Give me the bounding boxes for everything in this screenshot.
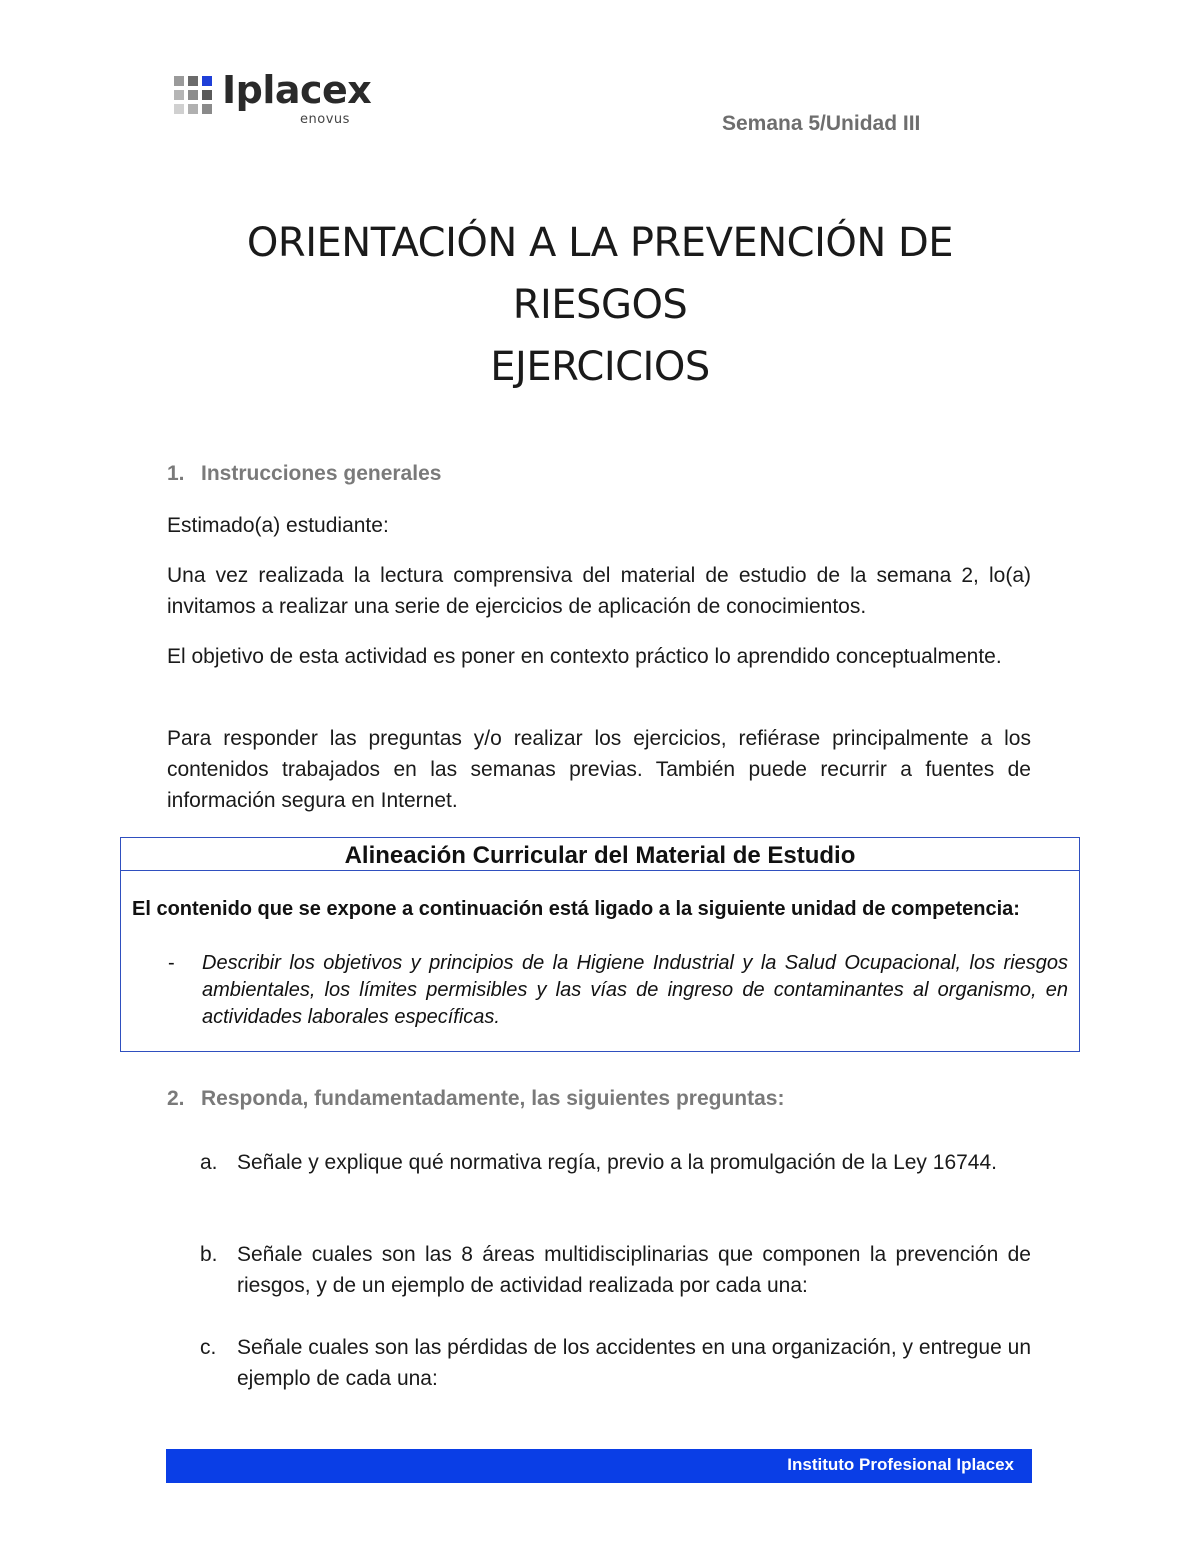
footer-text: Instituto Profesional Iplacex [787,1455,1014,1474]
document-title [150,212,1050,398]
week-unit-label: Semana 5/Unidad III [722,112,921,135]
greeting: Estimado(a) estudiante: [167,514,389,537]
logo-subtitle: enovus [300,112,350,127]
curricular-alignment-box [120,837,1080,1052]
question-text: Señale cuales son las pérdidas de los accidentes en una organización, y entregue un ejemplo de cada una: [237,1336,1031,1390]
box-title: Alineación Curricular del Material de Estudio [121,838,1079,871]
box-intro: El contenido que se expone a continuación está ligado a la siguiente unidad de competencia: [132,898,1020,920]
section-2-heading-text: Responda, fundamentadamente, las siguientes preguntas: [201,1087,785,1110]
title-line-3: EJERCICIOS [490,344,710,390]
logo-text: Iplacex [222,68,372,112]
competency-text: Describir los objetivos y principios de la Higiene Industrial y la Salud Ocupacional, los riesgos ambientales, los límites permisibles y las vías de ingreso de contaminantes al organismo, en actividades laborales específicas. [202,952,1068,1028]
paragraph-2: El objetivo de esta actividad es poner en contexto práctico lo aprendido conceptualmente. [167,645,1002,668]
question-text: Señale y explique qué normativa regía, previo a la promulgación de la Ley 16744. [237,1151,997,1174]
question-letter: a. [200,1151,218,1174]
section-1-number: 1. [167,462,185,485]
paragraph-1: Una vez realizada la lectura comprensiva del material de estudio de la semana 2, lo(a) invitamos a realizar una serie de ejercicios de aplicación de conocimientos. [167,564,1031,618]
question-letter: b. [200,1243,218,1266]
logo-squares-icon [172,74,216,118]
section-1-heading [167,462,441,486]
section-1-heading-text: Instrucciones generales [201,462,442,485]
title-line-2: RIESGOS [512,282,688,328]
paragraph-3: Para responder las preguntas y/o realizar los ejercicios, refiérase principalmente a los contenidos trabajados en las semanas previas. También puede recurrir a fuentes de información segura en Internet. [167,727,1031,812]
section-2-number: 2. [167,1087,185,1110]
list-dash: - [168,952,175,974]
section-2-heading [167,1087,784,1111]
title-line-1: ORIENTACIÓN A LA PREVENCIÓN DE [246,220,954,266]
question-letter: c. [200,1336,217,1359]
question-text: Señale cuales son las 8 áreas multidisciplinarias que componen la prevención de riesgos, y de un ejemplo de actividad realizada por cada una: [237,1243,1031,1297]
logo [172,68,372,130]
footer-bar [166,1449,1032,1483]
